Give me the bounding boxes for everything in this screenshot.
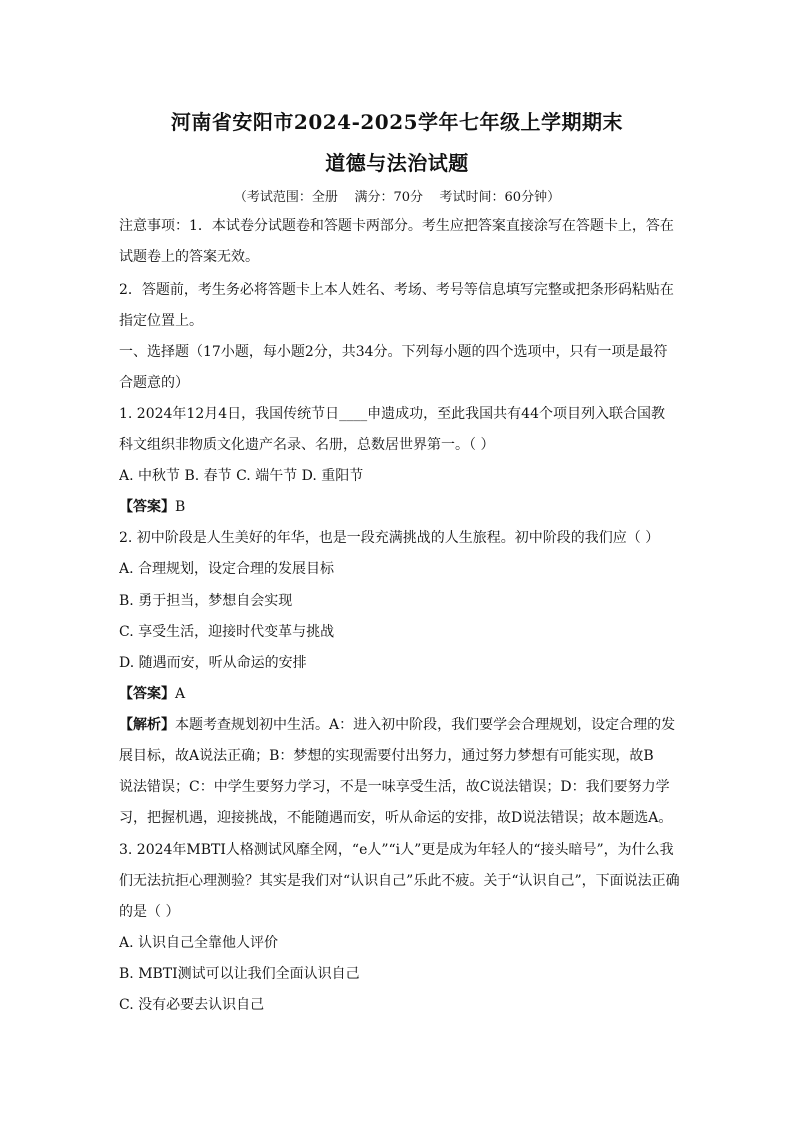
answer-value: B: [175, 499, 186, 515]
q2-answer: [119, 684, 689, 704]
q3-option-a: A. 认识自己全靠他人评价: [119, 935, 279, 951]
q2-analysis-line-1: [119, 715, 689, 735]
section-heading-line-1: 一、选择题（17小题，每小题2分，共34分。下列每小题的四个选项中，只有一项是最符: [119, 344, 668, 360]
q2-option-b: B. 勇于担当，梦想自会实现: [119, 593, 293, 609]
notes-line-4: 指定位置上。: [119, 313, 203, 329]
q3-option-b: B. MBTI测试可以让我们全面认识自己: [119, 966, 360, 982]
answer-value: A: [175, 686, 186, 702]
page-title: 河南省安阳市2024-2025学年七年级上学期期末: [170, 110, 624, 134]
page-subtitle: 道德与法治试题: [325, 151, 469, 175]
q3-stem-line-2: 们无法抗拒心理测验？其实是我们对“认识自己”乐此不疲。关于“认识自己”，下面说法正确: [119, 873, 680, 889]
q1-stem-line-2: 科文组织非物质文化遗产名录、名册，总数居世界第一。（ ）: [119, 437, 495, 453]
q2-analysis-line-2: 展目标，故A说法正确；B：梦想的实现需要付出努力，通过努力梦想有可能实现，故B: [119, 748, 654, 764]
answer-label: 【答案】: [119, 499, 175, 515]
q2-analysis-line-3: 说法错误；C：中学生要努力学习，不是一味享受生活，故C说法错误；D：我们要努力学: [119, 779, 670, 795]
analysis-label: 【解析】: [119, 717, 175, 733]
notes-line-3: 2．答题前，考生务必将答题卡上本人姓名、考场、考号等信息填写完整或把条形码粘贴在: [119, 282, 674, 298]
q3-stem-line-3: 的是（ ）: [119, 904, 180, 920]
q2-analysis-line-4: 习，把握机遇，迎接挑战，不能随遇而安，听从命运的安排，故D说法错误；故本题选A。: [119, 810, 673, 826]
notes-line-1: 注意事项：1．本试卷分试题卷和答题卡两部分。考生应把答案直接涂写在答题卡上，答在: [119, 218, 674, 234]
analysis-text: 本题考查规划初中生活。A：进入初中阶段，我们要学会合理规划，设定合理的发: [175, 717, 676, 733]
q2-option-c: C. 享受生活，迎接时代变革与挑战: [119, 624, 335, 640]
exam-info: （考试范围：全册 满分：70分 考试时间：60分钟）: [233, 190, 561, 205]
answer-label: 【答案】: [119, 686, 175, 702]
q1-stem-line-1: 1. 2024年12月4日，我国传统节日____申遗成功，至此我国共有44个项目列入联合国教: [119, 406, 665, 422]
section-heading-line-2: 合题意的）: [119, 375, 189, 391]
notes-line-2: 试题卷上的答案无效。: [119, 249, 259, 265]
q2-option-a: A. 合理规划，设定合理的发展目标: [119, 561, 335, 577]
q3-stem-line-1: 3. 2024年MBTI人格测试风靡全网，“e人”“i人”更是成为年轻人的“接头暗号”，为什么我: [119, 842, 674, 858]
q1-answer: [119, 497, 689, 517]
q1-options: A. 中秋节 B. 春节 C. 端午节 D. 重阳节: [119, 468, 364, 484]
q3-option-c: C. 没有必要去认识自己: [119, 997, 265, 1013]
q2-stem: 2. 初中阶段是人生美好的年华，也是一段充满挑战的人生旅程。初中阶段的我们应（ ）: [119, 530, 660, 546]
q2-option-d: D. 随遇而安，听从命运的安排: [119, 655, 307, 671]
